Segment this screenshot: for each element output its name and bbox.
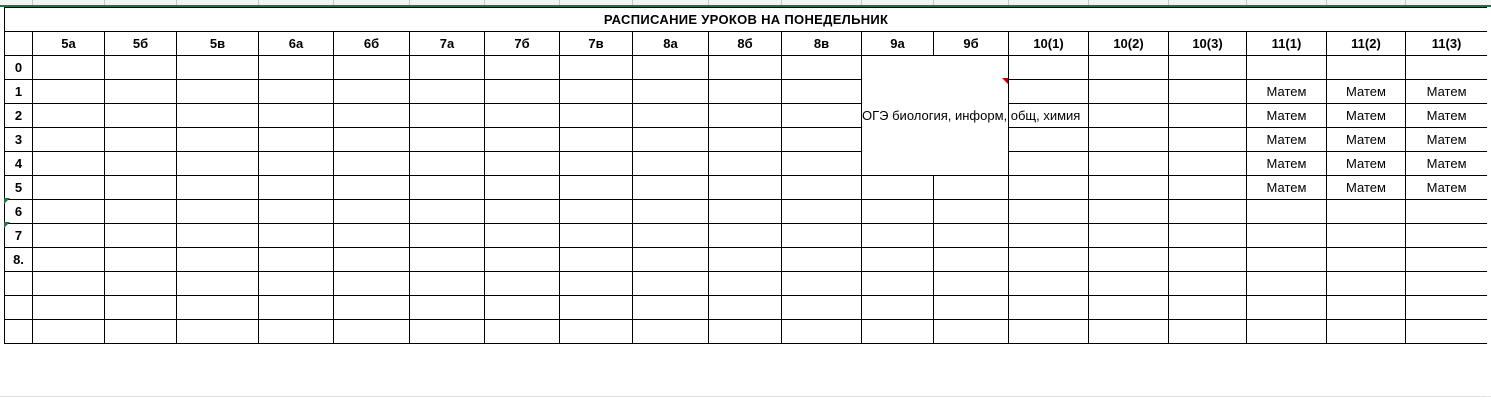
lesson-cell[interactable] — [334, 272, 410, 296]
lesson-cell[interactable] — [33, 224, 105, 248]
lesson-cell[interactable]: Матем — [1247, 104, 1327, 128]
lesson-cell[interactable] — [782, 296, 862, 320]
lesson-cell[interactable] — [105, 152, 177, 176]
lesson-cell[interactable] — [485, 224, 560, 248]
class-header-cell[interactable]: 5в — [177, 32, 259, 56]
lesson-cell[interactable] — [1247, 320, 1327, 344]
lesson-cell[interactable] — [1169, 104, 1247, 128]
lesson-cell[interactable] — [1089, 128, 1169, 152]
error-indicator-row6[interactable] — [4, 222, 10, 228]
period-number-cell[interactable]: 8. — [5, 248, 33, 272]
lesson-cell[interactable] — [33, 296, 105, 320]
lesson-cell[interactable] — [334, 176, 410, 200]
class-header-cell[interactable]: 10(3) — [1169, 32, 1247, 56]
lesson-cell[interactable] — [709, 224, 782, 248]
lesson-cell[interactable] — [1247, 200, 1327, 224]
lesson-cell[interactable] — [33, 104, 105, 128]
lesson-cell[interactable] — [1009, 320, 1089, 344]
lesson-cell[interactable] — [105, 176, 177, 200]
lesson-cell[interactable] — [1089, 320, 1169, 344]
lesson-cell[interactable] — [709, 80, 782, 104]
lesson-cell[interactable] — [33, 80, 105, 104]
lesson-cell[interactable] — [782, 176, 862, 200]
lesson-cell[interactable] — [1169, 296, 1247, 320]
lesson-cell[interactable] — [1169, 272, 1247, 296]
period-number-cell[interactable]: 2 — [5, 104, 33, 128]
lesson-cell[interactable] — [105, 104, 177, 128]
lesson-cell[interactable] — [633, 152, 709, 176]
lesson-cell[interactable] — [334, 200, 410, 224]
lesson-cell[interactable] — [485, 320, 560, 344]
period-row — [5, 80, 1488, 104]
lesson-cell[interactable] — [105, 320, 177, 344]
lesson-cell[interactable] — [410, 104, 485, 128]
title-row — [5, 8, 1488, 32]
lesson-cell[interactable] — [782, 152, 862, 176]
column-header-strip[interactable] — [0, 0, 1491, 7]
lesson-cell[interactable] — [1089, 152, 1169, 176]
lesson-cell[interactable] — [485, 128, 560, 152]
lesson-cell[interactable] — [1406, 296, 1488, 320]
lesson-cell[interactable] — [782, 80, 862, 104]
spreadsheet-grid[interactable] — [0, 7, 1491, 420]
lesson-cell[interactable] — [560, 128, 633, 152]
lesson-cell[interactable] — [1327, 248, 1406, 272]
lesson-cell[interactable] — [709, 56, 782, 80]
lesson-cell[interactable] — [410, 200, 485, 224]
lesson-cell[interactable] — [259, 320, 334, 344]
lesson-cell[interactable] — [560, 320, 633, 344]
lesson-cell[interactable] — [485, 248, 560, 272]
lesson-cell[interactable] — [105, 224, 177, 248]
lesson-cell[interactable] — [177, 128, 259, 152]
lesson-cell[interactable] — [177, 80, 259, 104]
class-header-cell[interactable]: 10(2) — [1089, 32, 1169, 56]
lesson-cell[interactable] — [782, 56, 862, 80]
lesson-cell[interactable] — [1009, 128, 1089, 152]
lesson-cell[interactable] — [105, 296, 177, 320]
class-header-cell[interactable]: 8б — [709, 32, 782, 56]
lesson-cell[interactable] — [334, 224, 410, 248]
lesson-cell[interactable] — [485, 200, 560, 224]
lesson-cell[interactable]: Матем — [1327, 80, 1406, 104]
lesson-cell[interactable] — [560, 200, 633, 224]
lesson-cell[interactable] — [259, 152, 334, 176]
lesson-cell[interactable] — [259, 248, 334, 272]
lesson-cell[interactable] — [1327, 296, 1406, 320]
lesson-cell[interactable] — [334, 80, 410, 104]
lesson-cell[interactable] — [1406, 272, 1488, 296]
period-row — [5, 272, 1488, 296]
lesson-cell[interactable] — [177, 248, 259, 272]
lesson-cell[interactable]: Матем — [1247, 128, 1327, 152]
lesson-cell[interactable] — [1406, 248, 1488, 272]
period-row — [5, 296, 1488, 320]
lesson-cell[interactable] — [105, 248, 177, 272]
lesson-cell[interactable] — [105, 272, 177, 296]
lesson-cell[interactable] — [633, 248, 709, 272]
lesson-cell[interactable]: Матем — [1247, 80, 1327, 104]
lesson-cell[interactable] — [105, 200, 177, 224]
lesson-cell[interactable]: Матем — [1406, 128, 1488, 152]
lesson-cell[interactable] — [1169, 320, 1247, 344]
lesson-cell[interactable] — [709, 176, 782, 200]
lesson-cell[interactable] — [1327, 320, 1406, 344]
lesson-cell[interactable] — [862, 224, 934, 248]
class-header-cell[interactable]: 5б — [105, 32, 177, 56]
lesson-cell[interactable] — [560, 152, 633, 176]
period-number-cell[interactable]: 0 — [5, 56, 33, 80]
lesson-cell[interactable] — [1089, 104, 1169, 128]
period-row — [5, 176, 1488, 200]
class-header-row — [5, 32, 1488, 56]
lesson-cell[interactable] — [33, 176, 105, 200]
lesson-cell[interactable] — [259, 128, 334, 152]
lesson-cell[interactable] — [709, 200, 782, 224]
lesson-cell[interactable] — [1247, 272, 1327, 296]
period-row — [5, 56, 1488, 80]
period-number-cell[interactable] — [5, 272, 33, 296]
lesson-cell[interactable] — [259, 272, 334, 296]
lesson-cell[interactable] — [410, 128, 485, 152]
lesson-cell[interactable] — [410, 152, 485, 176]
lesson-cell[interactable] — [1089, 200, 1169, 224]
lesson-cell[interactable] — [410, 248, 485, 272]
class-header-cell[interactable]: 11(3) — [1406, 32, 1488, 56]
lesson-cell[interactable] — [1089, 248, 1169, 272]
lesson-cell[interactable] — [105, 128, 177, 152]
lesson-cell[interactable] — [633, 104, 709, 128]
schedule-table[interactable] — [4, 7, 1488, 344]
lesson-cell[interactable] — [862, 320, 934, 344]
lesson-cell[interactable] — [33, 200, 105, 224]
lesson-cell[interactable] — [33, 152, 105, 176]
lesson-cell[interactable]: Матем — [1327, 176, 1406, 200]
lesson-cell[interactable] — [782, 200, 862, 224]
lesson-cell[interactable] — [633, 80, 709, 104]
class-header-cell[interactable]: 9б — [934, 32, 1009, 56]
lesson-cell[interactable] — [334, 296, 410, 320]
lesson-cell[interactable] — [334, 104, 410, 128]
lesson-cell[interactable] — [1169, 248, 1247, 272]
lesson-cell[interactable] — [862, 248, 934, 272]
lesson-cell[interactable] — [1169, 128, 1247, 152]
lesson-cell[interactable] — [1009, 296, 1089, 320]
lesson-cell[interactable]: Матем — [1406, 104, 1488, 128]
lesson-cell[interactable] — [33, 272, 105, 296]
lesson-cell[interactable] — [862, 200, 934, 224]
lesson-cell[interactable] — [1247, 296, 1327, 320]
lesson-cell[interactable] — [1169, 200, 1247, 224]
period-number-cell[interactable]: 4 — [5, 152, 33, 176]
lesson-cell[interactable] — [33, 128, 105, 152]
lesson-cell[interactable] — [334, 128, 410, 152]
schedule-title[interactable]: РАСПИСАНИЕ УРОКОВ НА ПОНЕДЕЛЬНИК — [5, 8, 1488, 32]
lesson-cell[interactable] — [1169, 80, 1247, 104]
comment-indicator-9b[interactable] — [1002, 78, 1008, 84]
lesson-cell[interactable] — [709, 128, 782, 152]
lesson-cell[interactable] — [177, 104, 259, 128]
lesson-cell[interactable] — [259, 56, 334, 80]
class-header-cell[interactable]: 8в — [782, 32, 862, 56]
period-row — [5, 200, 1488, 224]
lesson-cell[interactable] — [259, 200, 334, 224]
class-header-cell[interactable]: 10(1) — [1009, 32, 1089, 56]
lesson-cell[interactable] — [1247, 56, 1327, 80]
lesson-cell[interactable] — [709, 272, 782, 296]
lesson-cell[interactable] — [259, 224, 334, 248]
lesson-cell[interactable] — [485, 80, 560, 104]
lesson-cell[interactable] — [410, 272, 485, 296]
lesson-cell[interactable]: Матем — [1247, 176, 1327, 200]
lesson-cell[interactable] — [177, 320, 259, 344]
lesson-cell[interactable] — [934, 200, 1009, 224]
lesson-cell[interactable] — [1169, 56, 1247, 80]
lesson-cell[interactable]: Матем — [1327, 104, 1406, 128]
lesson-cell[interactable] — [709, 248, 782, 272]
lesson-cell[interactable] — [1009, 200, 1089, 224]
lesson-cell[interactable] — [709, 104, 782, 128]
lesson-cell[interactable] — [177, 176, 259, 200]
lesson-cell[interactable] — [633, 224, 709, 248]
lesson-cell[interactable] — [782, 272, 862, 296]
lesson-cell[interactable] — [410, 224, 485, 248]
period-row — [5, 128, 1488, 152]
lesson-cell[interactable] — [1089, 80, 1169, 104]
lesson-cell[interactable] — [259, 176, 334, 200]
lesson-cell[interactable] — [177, 272, 259, 296]
period-row — [5, 224, 1488, 248]
lesson-cell[interactable] — [1406, 56, 1488, 80]
lesson-cell[interactable] — [334, 152, 410, 176]
class-header-cell[interactable]: 7в — [560, 32, 633, 56]
lesson-cell[interactable]: Матем — [1406, 152, 1488, 176]
period-number-cell[interactable] — [5, 320, 33, 344]
error-indicator-row5[interactable] — [4, 198, 10, 204]
class-header-cell[interactable]: 6б — [334, 32, 410, 56]
lesson-cell[interactable]: Матем — [1406, 80, 1488, 104]
lesson-cell[interactable] — [560, 296, 633, 320]
lesson-cell[interactable] — [1089, 296, 1169, 320]
lesson-cell[interactable] — [560, 80, 633, 104]
lesson-cell[interactable] — [410, 296, 485, 320]
lesson-cell[interactable] — [1247, 224, 1327, 248]
lesson-cell[interactable] — [633, 176, 709, 200]
lesson-cell[interactable] — [560, 224, 633, 248]
lesson-cell[interactable] — [1247, 248, 1327, 272]
lesson-cell[interactable] — [862, 296, 934, 320]
lesson-cell[interactable] — [33, 56, 105, 80]
lesson-cell[interactable] — [782, 128, 862, 152]
lesson-cell[interactable] — [334, 248, 410, 272]
lesson-cell[interactable] — [633, 296, 709, 320]
lesson-cell[interactable] — [410, 320, 485, 344]
lesson-cell[interactable] — [105, 56, 177, 80]
lesson-cell[interactable] — [560, 272, 633, 296]
lesson-cell[interactable] — [782, 224, 862, 248]
page-edge — [1487, 7, 1489, 420]
lesson-cell[interactable] — [33, 248, 105, 272]
lesson-cell[interactable] — [1009, 176, 1089, 200]
lesson-cell[interactable] — [934, 320, 1009, 344]
lesson-cell[interactable] — [177, 152, 259, 176]
lesson-cell[interactable] — [485, 104, 560, 128]
period-row — [5, 248, 1488, 272]
lesson-cell[interactable] — [485, 272, 560, 296]
lesson-cell[interactable]: Матем — [1327, 152, 1406, 176]
lesson-cell[interactable] — [934, 248, 1009, 272]
class-header-cell[interactable]: 11(2) — [1327, 32, 1406, 56]
lesson-cell[interactable] — [633, 320, 709, 344]
period-number-cell[interactable]: 1 — [5, 80, 33, 104]
lesson-cell[interactable] — [1327, 200, 1406, 224]
lesson-cell[interactable] — [485, 152, 560, 176]
lesson-cell[interactable] — [934, 296, 1009, 320]
lesson-cell[interactable] — [177, 224, 259, 248]
lesson-cell[interactable] — [560, 248, 633, 272]
lesson-cell[interactable] — [1406, 224, 1488, 248]
lesson-cell[interactable]: Матем — [1247, 152, 1327, 176]
lesson-cell[interactable] — [862, 176, 934, 200]
lesson-cell[interactable] — [1089, 272, 1169, 296]
lesson-cell[interactable] — [633, 272, 709, 296]
lesson-cell[interactable] — [334, 320, 410, 344]
lesson-cell[interactable] — [633, 56, 709, 80]
lesson-cell[interactable] — [410, 80, 485, 104]
corner-cell[interactable] — [5, 32, 33, 56]
lesson-cell[interactable] — [1009, 152, 1089, 176]
lesson-cell[interactable] — [1327, 272, 1406, 296]
lesson-cell[interactable] — [177, 200, 259, 224]
period-number-cell[interactable]: 3 — [5, 128, 33, 152]
period-row — [5, 152, 1488, 176]
class-header-cell[interactable]: 7б — [485, 32, 560, 56]
class-header-cell[interactable]: 9а — [862, 32, 934, 56]
class-header-cell[interactable]: 8а — [633, 32, 709, 56]
lesson-cell[interactable]: Матем — [1327, 128, 1406, 152]
period-number-cell[interactable]: 5 — [5, 176, 33, 200]
lesson-cell[interactable] — [633, 200, 709, 224]
lesson-cell[interactable] — [1009, 80, 1089, 104]
lesson-cell[interactable] — [485, 176, 560, 200]
lesson-cell[interactable] — [782, 248, 862, 272]
lesson-cell[interactable] — [782, 320, 862, 344]
lesson-cell[interactable] — [1169, 152, 1247, 176]
lesson-cell[interactable] — [410, 176, 485, 200]
lesson-cell[interactable] — [1009, 56, 1089, 80]
class-header-cell[interactable]: 6а — [259, 32, 334, 56]
lesson-cell[interactable] — [1169, 224, 1247, 248]
lesson-cell[interactable] — [1327, 56, 1406, 80]
period-number-cell[interactable]: 7 — [5, 224, 33, 248]
lesson-cell[interactable] — [33, 320, 105, 344]
lesson-cell[interactable] — [633, 128, 709, 152]
lesson-cell[interactable] — [709, 296, 782, 320]
lesson-cell[interactable] — [560, 104, 633, 128]
lesson-cell[interactable] — [485, 296, 560, 320]
lesson-cell[interactable] — [1327, 224, 1406, 248]
lesson-cell[interactable] — [1009, 224, 1089, 248]
lesson-cell[interactable] — [934, 272, 1009, 296]
lesson-cell[interactable] — [1169, 176, 1247, 200]
lesson-cell[interactable] — [1009, 272, 1089, 296]
lesson-cell[interactable] — [410, 56, 485, 80]
lesson-cell[interactable] — [1089, 224, 1169, 248]
lesson-cell[interactable] — [1406, 200, 1488, 224]
class-header-cell[interactable]: 7а — [410, 32, 485, 56]
lesson-cell[interactable] — [334, 56, 410, 80]
lesson-cell[interactable] — [1406, 320, 1488, 344]
lesson-cell[interactable] — [1089, 56, 1169, 80]
lesson-cell[interactable] — [259, 80, 334, 104]
lesson-cell[interactable] — [709, 152, 782, 176]
lesson-cell[interactable] — [934, 176, 1009, 200]
period-row — [5, 104, 1488, 128]
lesson-cell[interactable] — [105, 80, 177, 104]
lesson-cell[interactable] — [1089, 176, 1169, 200]
lesson-cell[interactable] — [177, 56, 259, 80]
lesson-cell[interactable]: Матем — [1406, 176, 1488, 200]
class-header-cell[interactable]: 11(1) — [1247, 32, 1327, 56]
lesson-cell[interactable] — [485, 56, 560, 80]
lesson-cell[interactable] — [560, 176, 633, 200]
lesson-cell[interactable] — [177, 296, 259, 320]
lesson-cell[interactable] — [862, 272, 934, 296]
lesson-cell[interactable] — [259, 296, 334, 320]
lesson-cell[interactable] — [782, 104, 862, 128]
exam-block-cell[interactable]: ОГЭ биология, информ, общ, химия — [862, 56, 1009, 176]
period-row — [5, 320, 1488, 344]
lesson-cell[interactable] — [709, 320, 782, 344]
lesson-cell[interactable] — [259, 104, 334, 128]
period-number-cell[interactable]: 6 — [5, 200, 33, 224]
lesson-cell[interactable] — [1009, 248, 1089, 272]
lesson-cell[interactable] — [934, 224, 1009, 248]
lesson-cell[interactable] — [560, 56, 633, 80]
class-header-cell[interactable]: 5а — [33, 32, 105, 56]
period-number-cell[interactable] — [5, 296, 33, 320]
